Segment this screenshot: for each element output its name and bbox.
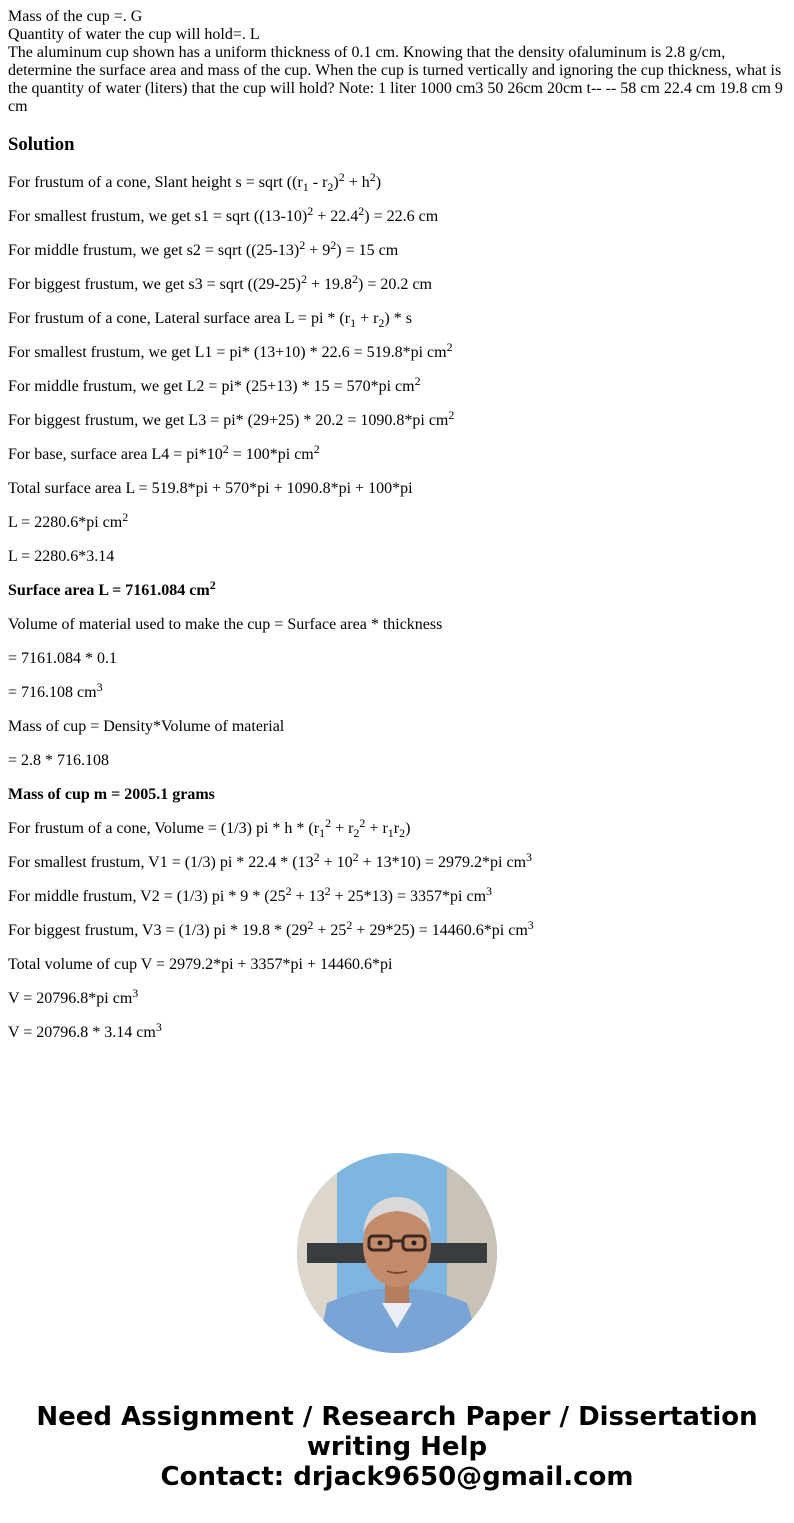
solution-line: For middle frustum, V2 = (1/3) pi * $9 * (25^2 + 13^2 + 25*13) = 3357*pi$ $cm^3$ [8, 884, 493, 905]
solution-line: L = 2280.6*3.14 [8, 548, 115, 565]
question-quantity-line: Quantity of water the cup will hold=. L [8, 26, 260, 43]
solution-line: For frustum of a cone, Volume = (1/3) pi * $h * (r_1^2 + r_2^2 + r_1r_2)$ [8, 816, 411, 840]
help-banner [0, 1402, 794, 1492]
solution-line: = 7161.084 * 0.1 [8, 650, 118, 667]
solution-line: For biggest frustum, we get L3 = pi* (29+25) * 20.2 = 1090.8*pi $cm^2$ [8, 408, 455, 429]
solution-line: For frustum of a cone, Lateral surface area L = pi * $(r_1 + r_2) * s$ [8, 310, 412, 330]
banner-line-2: writing Help [306, 1432, 488, 1462]
banner-contact: Contact: drjack9650@gmail.com [160, 1462, 634, 1492]
solution-line: For middle frustum, we get s2 = sqrt $((25-13)^2 + 9^2) = 15$ cm [8, 238, 399, 259]
solution-line: V = 20796.8 * 3.14 $cm^3$ [8, 1020, 162, 1041]
solution-line: For frustum of a cone, Slant height s = sqrt $((r_1 - r_2)^2 + h^2)$ [8, 170, 382, 194]
solution-line: L = 2280.6*pi $cm^2$ [8, 510, 129, 531]
solution-line: = 2.8 * 716.108 [8, 752, 110, 769]
solution-line: Surface area L = 7161.084 $cm^2$ [8, 578, 216, 599]
solution-line: For base, surface area $L4 = pi*10^2 = 100*pi$ $cm^2$ [8, 442, 320, 463]
question-mass-line: Mass of the cup =. G [8, 8, 143, 25]
solution-line: Mass of cup = Density*Volume of material [8, 718, 285, 735]
banner-line-1: Need Assignment / Research Paper / Dissertation [36, 1402, 758, 1432]
solution-body [8, 170, 786, 1042]
solution-line: For biggest frustum, we get s3 = sqrt $((29-25)^2 + 19.8^2) = 20.2$ cm [8, 272, 432, 293]
solution-line: For smallest frustum, V1 = (1/3) pi * $22.4 * (13^2 + 10^2 + 13*10) = 2979.2*pi$ $cm^3$ [8, 850, 533, 871]
solution-line: For biggest frustum, V3 = (1/3) pi * $19.8 * (29^2 + 25^2 + 29*25) = 14460.6*pi$ $cm^3$ [8, 918, 534, 939]
solution-line: For smallest frustum, we get L1 = pi* (13+10) * 22.6 = 519.8*pi $cm^2$ [8, 340, 453, 361]
solution-line: Mass of cup m = 2005.1 grams [8, 786, 215, 803]
solution-line: V = 20796.8*pi $cm^3$ [8, 986, 139, 1007]
solution-line: For smallest frustum, we get s1 = sqrt $((13-10)^2 + 22.4^2) = 22.6$ cm [8, 204, 439, 225]
author-avatar [297, 1153, 497, 1353]
solution-line: For middle frustum, we get L2 = pi* (25+13) * 15 = 570*pi $cm^2$ [8, 374, 421, 395]
solution-line: Volume of material used to make the cup = Surface area * thickness [8, 616, 443, 633]
solution-line: = 716.108 $cm^3$ [8, 680, 103, 701]
question-paragraph: The aluminum cup shown has a uniform thickness of 0.1 cm. Knowing that the density ofaluminum is 2.8 g/cm, determine the surface area and mass of the cup. When the cup is turned vertically and ignoring the cup thickness, what is the quantity of water (liters) that the cup will hold? Note: 1 liter 1000 cm3 50 26cm 20cm t-- -- 58 cm 22.4 cm 19.8 cm 9 cm [8, 44, 783, 115]
document-content [8, 8, 786, 1122]
person-photo-icon [297, 1153, 497, 1353]
solution-line: Total volume of cup V = 2979.2*pi + 3357*pi + 14460.6*pi [8, 956, 393, 973]
solution-heading: Solution [8, 134, 75, 155]
solution-line: Total surface area L = 519.8*pi + 570*pi + 1090.8*pi + 100*pi [8, 480, 413, 497]
